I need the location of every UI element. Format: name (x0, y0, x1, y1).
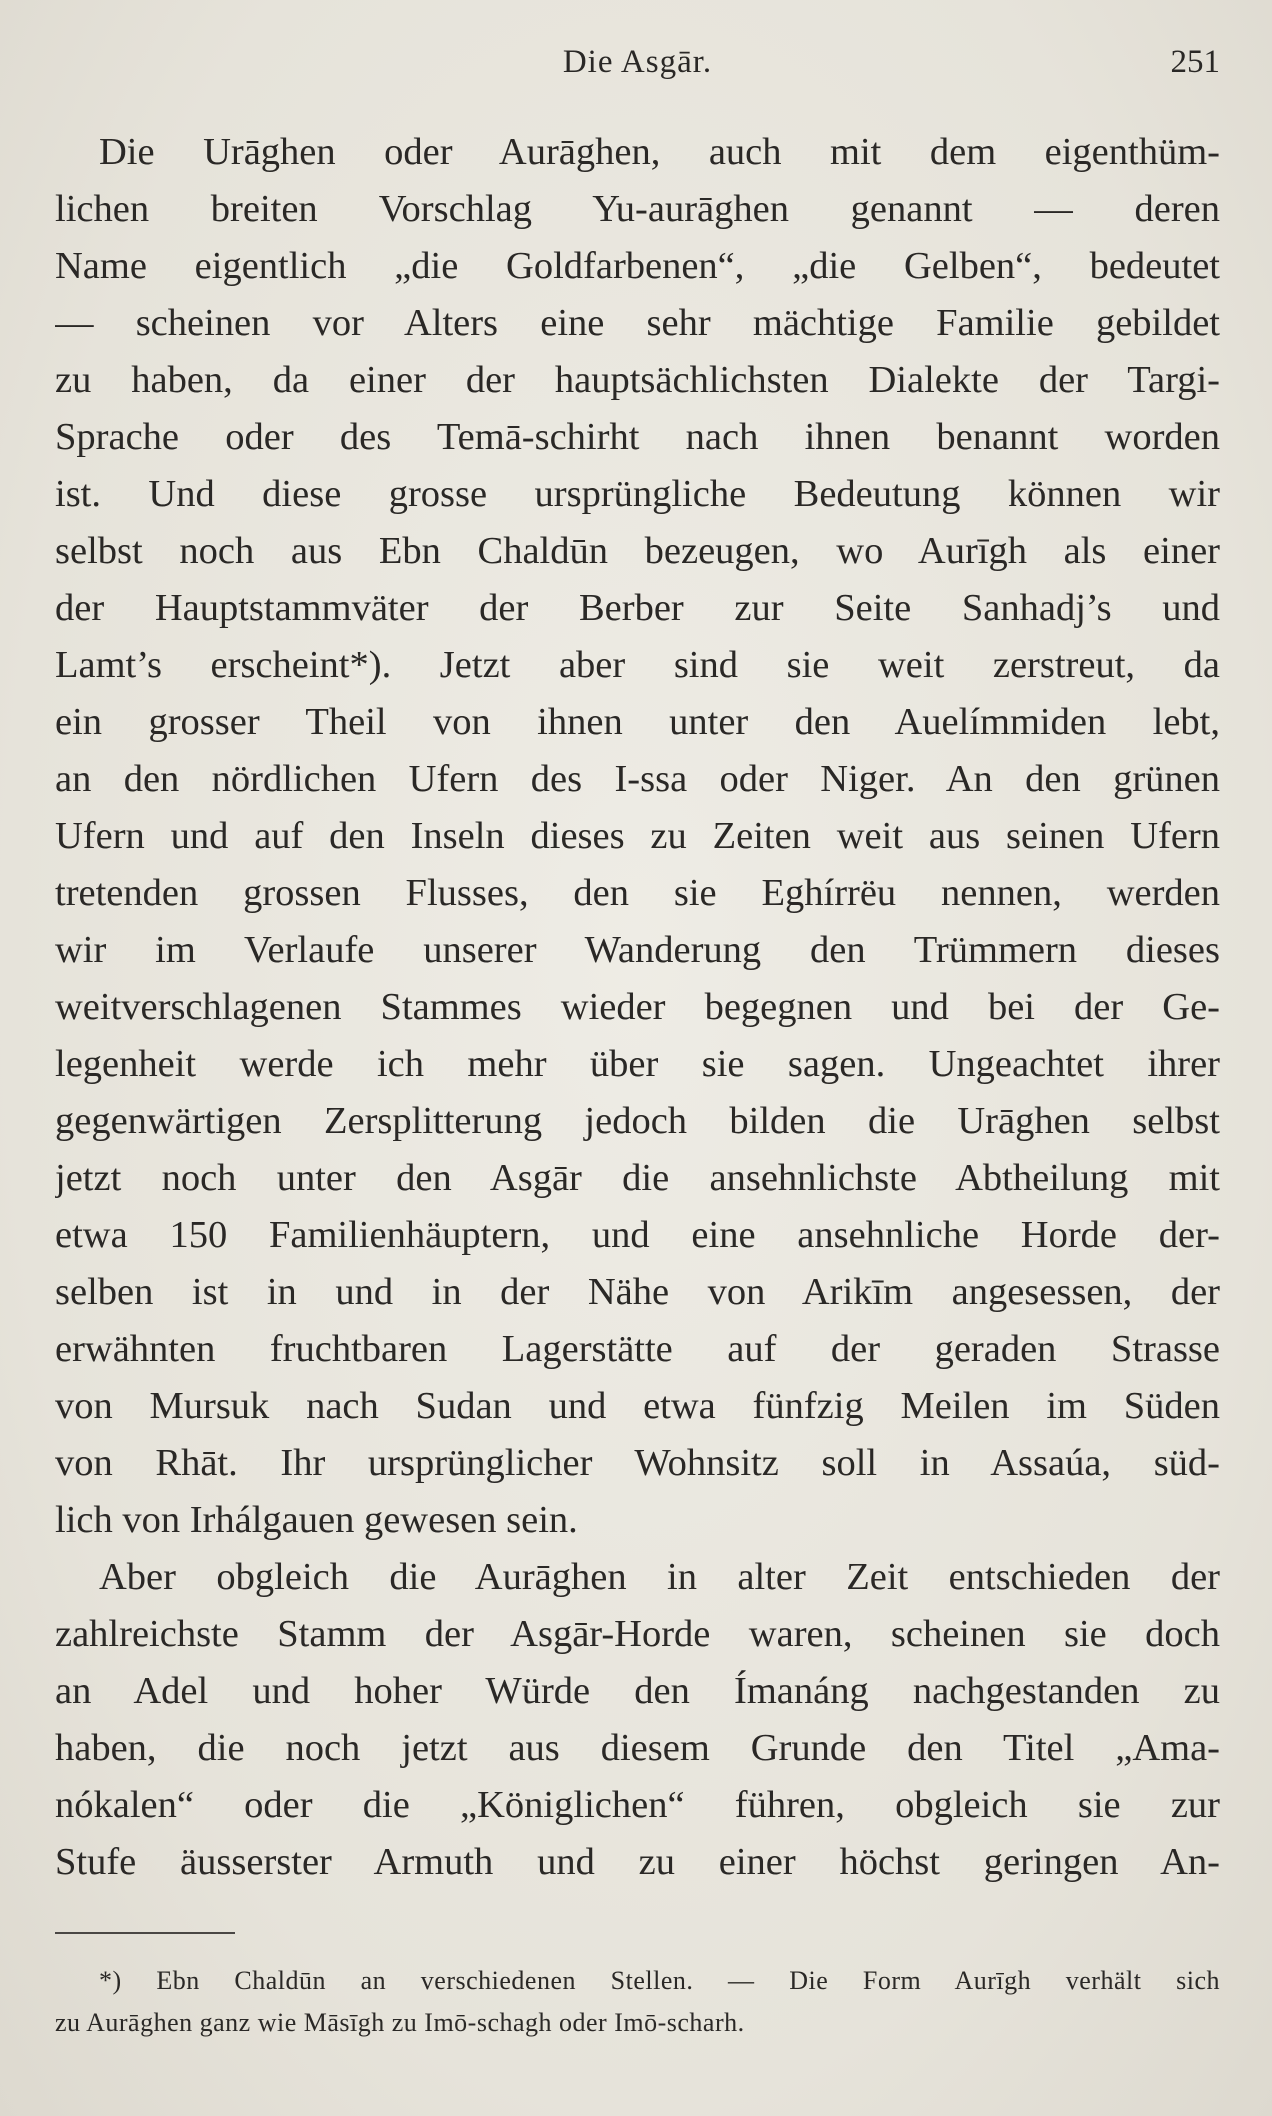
text-line: ein grosser Theil von ihnen unter den Auelímmiden lebt, (55, 701, 1220, 743)
text-line: jetzt noch unter den Asgār die ansehnlichste Abtheilung mit (55, 1157, 1220, 1199)
running-title: Die Asgār. (562, 44, 713, 80)
running-head (55, 44, 1220, 94)
text-line: wir im Verlaufe unserer Wanderung den Trümmern dieses (55, 929, 1220, 971)
text-line: selbst noch aus Ebn Chaldūn bezeugen, wo Aurīgh als einer (55, 530, 1220, 572)
text-line: lichen breiten Vorschlag Yu-aurāghen genannt — deren (55, 188, 1220, 230)
text-line: Die Urāghen oder Aurāghen, auch mit dem eigenthüm- (99, 131, 1220, 173)
body-text (55, 124, 1220, 1891)
text-line: gegenwärtigen Zersplitterung jedoch bilden die Urāghen selbst (55, 1100, 1220, 1142)
footnote-divider (55, 1932, 235, 1934)
footnote (55, 1960, 1220, 2044)
paragraph-2 (55, 1549, 1220, 1891)
footnote-line: zu Aurāghen ganz wie Māsīgh zu Imō-schagh oder Imō-scharh. (55, 2008, 745, 2037)
text-line: von Mursuk nach Sudan und etwa fünfzig Meilen im Süden (55, 1385, 1220, 1427)
text-line: Lamt’s erscheint*). Jetzt aber sind sie weit zerstreut, da (55, 644, 1220, 686)
text-line: lich von Irhálgauen gewesen sein. (55, 1499, 578, 1541)
text-line: erwähnten fruchtbaren Lagerstätte auf der geraden Strasse (55, 1328, 1220, 1370)
text-line: etwa 150 Familienhäuptern, und eine ansehnliche Horde der- (55, 1214, 1220, 1256)
text-line: der Hauptstammväter der Berber zur Seite Sanhadj’s und (55, 587, 1220, 629)
text-line: Ufern und auf den Inseln dieses zu Zeiten weit aus seinen Ufern (55, 815, 1220, 857)
text-line: Sprache oder des Temā-schirht nach ihnen benannt worden (55, 416, 1220, 458)
text-line: an Adel und hoher Würde den Ímanáng nachgestanden zu (55, 1670, 1220, 1712)
text-line: weitverschlagenen Stammes wieder begegnen und bei der Ge- (55, 986, 1220, 1028)
text-line: von Rhāt. Ihr ursprünglicher Wohnsitz soll in Assaúa, süd- (55, 1442, 1220, 1484)
page-number: 251 (1170, 44, 1220, 80)
text-line: Aber obgleich die Aurāghen in alter Zeit entschieden der (99, 1556, 1220, 1598)
text-line: Name eigentlich „die Goldfarbenen“, „die Gelben“, bedeutet (55, 245, 1220, 287)
text-line: zahlreichste Stamm der Asgār-Horde waren, scheinen sie doch (55, 1613, 1220, 1655)
paragraph-1 (55, 124, 1220, 1549)
text-line: legenheit werde ich mehr über sie sagen. Ungeachtet ihrer (55, 1043, 1220, 1085)
text-line: haben, die noch jetzt aus diesem Grunde den Titel „Ama- (55, 1727, 1220, 1769)
text-line: ist. Und diese grosse ursprüngliche Bedeutung können wir (55, 473, 1220, 515)
text-line: nókalen“ oder die „Königlichen“ führen, obgleich sie zur (55, 1784, 1220, 1826)
text-line: selben ist in und in der Nähe von Arikīm angesessen, der (55, 1271, 1220, 1313)
text-line: tretenden grossen Flusses, den sie Eghírrëu nennen, werden (55, 872, 1220, 914)
text-line: Stufe äusserster Armuth und zu einer höchst geringen An- (55, 1841, 1220, 1883)
text-line: an den nördlichen Ufern des I-ssa oder Niger. An den grünen (55, 758, 1220, 800)
text-line: — scheinen vor Alters eine sehr mächtige Familie gebildet (55, 302, 1220, 344)
text-line: zu haben, da einer der hauptsächlichsten Dialekte der Targi- (55, 359, 1220, 401)
footnote-line: *) Ebn Chaldūn an verschiedenen Stellen. — Die Form Aurīgh verhält sich (99, 1966, 1220, 1995)
